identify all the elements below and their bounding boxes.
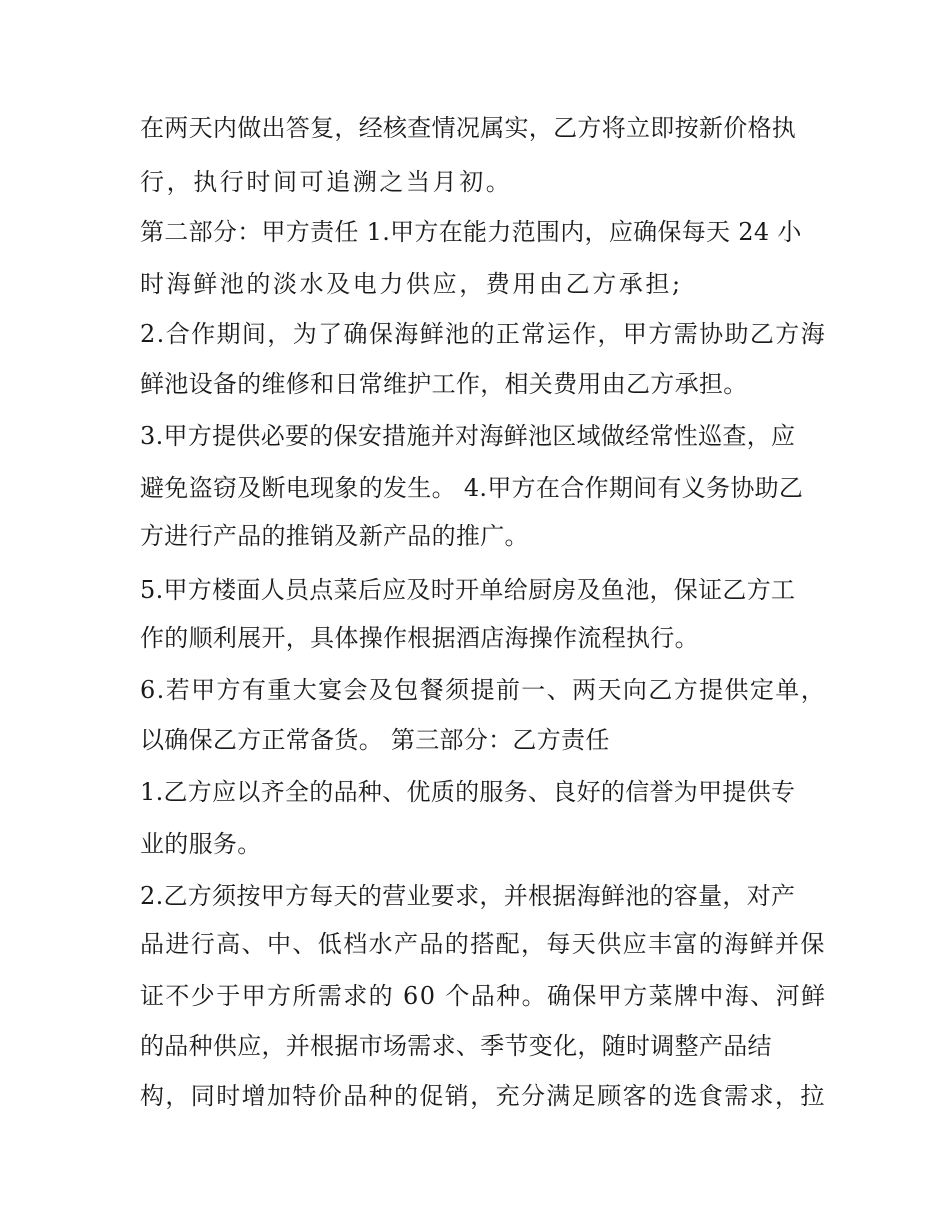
text-line: 证不少于甲方所需求的 60 个品种。确保甲方菜牌中海、河鲜 bbox=[140, 982, 827, 1010]
text-line: 品进行高、中、低档水产品的搭配，每天供应丰富的海鲜并保 bbox=[140, 930, 826, 958]
text-line: 避免盗窃及断电现象的发生。 4.甲方在合作期间有义务协助乙 bbox=[140, 474, 804, 502]
text-line: 3.甲方提供必要的保安措施并对海鲜池区域做经常性巡查，应 bbox=[140, 422, 796, 450]
text-line: 2.合作期间，为了确保海鲜池的正常运作，甲方需协助乙方海 bbox=[140, 320, 827, 348]
text-line: 2.乙方须按甲方每天的营业要求，并根据海鲜池的容量，对产 bbox=[140, 882, 796, 910]
text-line: 作的顺利展开，具体操作根据酒店海操作流程执行。 bbox=[140, 624, 699, 652]
text-line: 6.若甲方有重大宴会及包餐须提前一、两天向乙方提供定单， bbox=[140, 676, 827, 704]
text-line: 的品种供应，并根据市场需求、季节变化，随时调整产品结 bbox=[140, 1032, 772, 1060]
text-line: 第二部分：甲方责任 1.甲方在能力范围内，应确保每天 24 小 bbox=[140, 218, 802, 246]
text-line: 行，执行时间可追溯之当月初。 bbox=[140, 168, 513, 196]
text-line: 时海鲜池的淡水及电力供应，费用由乙方承担; bbox=[140, 270, 683, 298]
text-line: 5.甲方楼面人员点菜后应及时开单给厨房及鱼池，保证乙方工 bbox=[140, 576, 796, 604]
text-line: 构，同时增加特价品种的促销，充分满足顾客的选食需求，拉 bbox=[140, 1082, 826, 1110]
text-line: 方进行产品的推销及新产品的推广。 bbox=[140, 522, 529, 550]
text-line: 以确保乙方正常备货。 第三部分：乙方责任 bbox=[140, 726, 610, 754]
text-line: 1.乙方应以齐全的品种、优质的服务、良好的信誉为甲提供专 bbox=[140, 778, 796, 806]
text-line: 业的服务。 bbox=[140, 830, 262, 858]
text-line: 鲜池设备的维修和日常维护工作，相关费用由乙方承担。 bbox=[140, 370, 748, 398]
text-line: 在两天内做出答复，经核查情况属实，乙方将立即按新价格执 bbox=[140, 114, 797, 142]
